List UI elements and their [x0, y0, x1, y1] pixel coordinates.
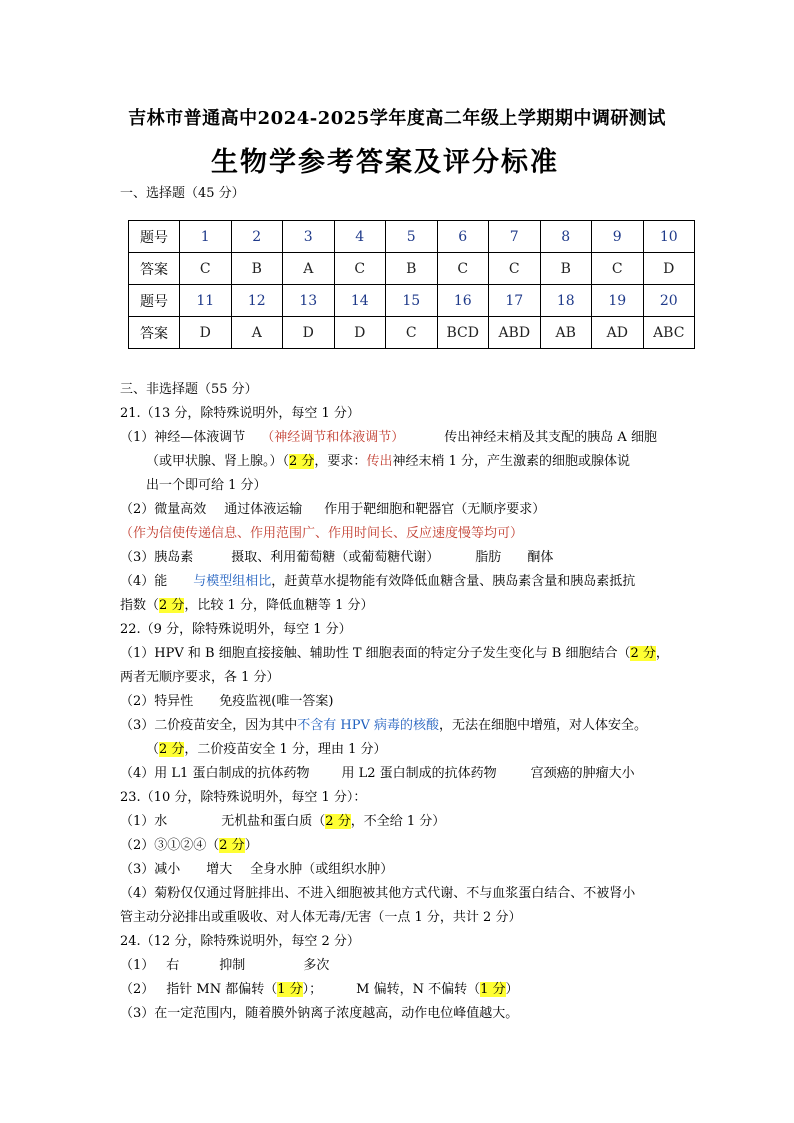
- text: （1）水: [120, 814, 168, 829]
- row-label: 答案: [129, 317, 180, 349]
- q23-line: [120, 834, 690, 858]
- text: （3）二价疫苗安全，因为其中: [120, 718, 298, 733]
- text: （: [146, 742, 160, 757]
- table-row: [129, 221, 695, 253]
- text: 指针 MN 都偏转（: [166, 982, 278, 997]
- q24-line: [120, 978, 690, 1002]
- q23-line: （4）菊粉仅仅通过肾脏排出、不进入细胞被其他方式代谢、不与血浆蛋白结合、不被肾小: [120, 886, 636, 901]
- text: ，无法在细胞中增殖，对人体安全。: [439, 718, 648, 733]
- row-label: 题号: [129, 285, 180, 317]
- text: 多次: [303, 958, 330, 973]
- text: 抑制: [219, 958, 246, 973]
- text: 神经末梢 1 分，产生激素的细胞或腺体说: [392, 454, 630, 469]
- text: 全身水肿（或组织水肿）: [250, 862, 394, 877]
- red-note: 传出: [366, 454, 393, 469]
- row-label: 答案: [129, 253, 180, 285]
- q21-line: [120, 498, 690, 522]
- q21-line: （作为信使传递信息、作用范围广、作用时间长、反应速度慢等均可）: [120, 526, 524, 541]
- table-row: [129, 253, 695, 285]
- question-number: 2: [231, 221, 283, 253]
- text: （3）减小: [120, 862, 181, 877]
- answer-cell: C: [386, 317, 438, 349]
- answer-cell: C: [180, 253, 232, 285]
- text: （2）特异性: [120, 694, 194, 709]
- text: （1）: [120, 958, 155, 973]
- answer-cell: ABD: [489, 317, 541, 349]
- q22-line: [120, 642, 690, 666]
- answer-cell: BCD: [437, 317, 489, 349]
- answer-cell: AB: [540, 317, 592, 349]
- question-number: 10: [643, 221, 695, 253]
- table-row: [129, 317, 695, 349]
- question-number: 5: [386, 221, 438, 253]
- answer-cell: B: [386, 253, 438, 285]
- text: ）；: [302, 982, 323, 997]
- answer-body: [120, 378, 690, 1026]
- q21-line: [120, 570, 690, 594]
- text: （4）用 L1 蛋白制成的抗体药物: [120, 766, 310, 781]
- question-number: 7: [489, 221, 541, 253]
- score-highlight: 2 分: [159, 598, 185, 613]
- text: （1）神经—体液调节: [120, 430, 246, 445]
- text: 右: [166, 958, 180, 973]
- text: 宫颈癌的肿瘤大小: [530, 766, 635, 781]
- text: 作用于靶细胞和靶器官（无顺序要求）: [324, 502, 546, 517]
- q22-line: [120, 690, 690, 714]
- question-number: 12: [231, 285, 283, 317]
- q21-line: [120, 426, 690, 450]
- section3-heading: 三、非选择题（55 分）: [120, 382, 258, 397]
- question-number: 11: [180, 285, 232, 317]
- q24-line: [120, 954, 690, 978]
- answer-cell: B: [231, 253, 283, 285]
- question-number: 17: [489, 285, 541, 317]
- q24-line: （3）在一定范围内，随着膜外钠离子浓度越高，动作电位峰值越大。: [120, 1006, 519, 1021]
- blue-note: 不含有 HPV 病毒的核酸: [297, 718, 440, 733]
- doc-title: 生物学参考答案及评分标准: [211, 147, 559, 178]
- answer-cell: D: [334, 317, 386, 349]
- text: ）: [505, 982, 519, 997]
- q21-heading: 21.（13 分，除特殊说明外，每空 1 分）: [120, 406, 360, 421]
- section1-heading: 一、选择题（45 分）: [120, 186, 245, 201]
- text: 增大: [206, 862, 233, 877]
- score-highlight: 2 分: [325, 814, 351, 829]
- question-number: 18: [540, 285, 592, 317]
- score-highlight: 1 分: [277, 982, 303, 997]
- answer-cell: B: [540, 253, 592, 285]
- text: （3）胰岛素: [120, 550, 194, 565]
- blue-note: 与模型组相比: [193, 574, 272, 589]
- answer-cell: C: [489, 253, 541, 285]
- question-number: 3: [283, 221, 335, 253]
- exam-title: 吉林市普通高中2024-2025学年度高二年级上学期期中调研测试: [128, 108, 666, 129]
- q23-line: [120, 810, 690, 834]
- question-number: 9: [592, 221, 644, 253]
- text: 传出神经末梢及其支配的胰岛 A 细胞: [444, 430, 657, 445]
- text: ，赶黄草水提物能有效降低血糖含量、胰岛素含量和胰岛素抵抗: [271, 574, 636, 589]
- table-row: [129, 285, 695, 317]
- q21-line: [120, 546, 690, 570]
- score-highlight: 2 分: [289, 454, 315, 469]
- text: 用 L2 蛋白制成的抗体药物: [341, 766, 497, 781]
- score-highlight: 1 分: [480, 982, 506, 997]
- question-number: 8: [540, 221, 592, 253]
- q22-line: [120, 738, 690, 762]
- q23-heading: 23.（10 分，除特殊说明外，每空 1 分）：: [120, 790, 367, 805]
- question-number: 6: [437, 221, 489, 253]
- question-number: 4: [334, 221, 386, 253]
- answer-cell: A: [231, 317, 283, 349]
- question-number: 15: [386, 285, 438, 317]
- answer-cell: ABC: [643, 317, 695, 349]
- q23-line: 管主动分泌排出或重吸收、对人体无毒/无害（一点 1 分，共计 2 分）: [120, 910, 522, 925]
- question-number: 14: [334, 285, 386, 317]
- text: ，比较 1 分，降低血糖等 1 分）: [184, 598, 374, 613]
- score-highlight: 2 分: [159, 742, 185, 757]
- score-highlight: 2 分: [219, 838, 245, 853]
- question-number: 19: [592, 285, 644, 317]
- text: 酮体: [527, 550, 554, 565]
- red-note: （神经调节和体液调节）: [261, 430, 405, 445]
- q22-line: [120, 714, 690, 738]
- text: ）: [244, 838, 258, 853]
- text: （1）HPV 和 B 细胞直接接触、辅助性 T 细胞表面的特定分子发生变化与 B 细胞结合（: [120, 646, 631, 661]
- answer-cell: C: [437, 253, 489, 285]
- question-number: 16: [437, 285, 489, 317]
- text: 无机盐和蛋白质（: [221, 814, 326, 829]
- answer-cell: D: [180, 317, 232, 349]
- q22-line: [120, 762, 690, 786]
- text: （2）微量高效: [120, 502, 207, 517]
- score-highlight: 2 分: [630, 646, 656, 661]
- answer-cell: C: [334, 253, 386, 285]
- q22-line: 两者无顺序要求，各 1 分）: [120, 670, 280, 685]
- answer-cell: D: [643, 253, 695, 285]
- question-number: 20: [643, 285, 695, 317]
- q23-line: [120, 858, 690, 882]
- question-number: 13: [283, 285, 335, 317]
- text: 指数（: [120, 598, 160, 613]
- text: 免疫监视(唯一答案): [219, 694, 334, 709]
- q24-heading: 24.（12 分，除特殊说明外，每空 2 分）: [120, 934, 360, 949]
- text: ，不全给 1 分）: [350, 814, 446, 829]
- row-label: 题号: [129, 221, 180, 253]
- q21-line: 出一个即可给 1 分）: [146, 478, 267, 493]
- q22-heading: 22.（9 分，除特殊说明外，每空 1 分）: [120, 622, 352, 637]
- text: （2）③①②④（: [120, 838, 220, 853]
- answer-cell: D: [283, 317, 335, 349]
- text: （4）能: [120, 574, 168, 589]
- text: M 偏转，N 不偏转（: [356, 982, 481, 997]
- q21-line: [120, 594, 690, 618]
- answer-cell: AD: [592, 317, 644, 349]
- answer-cell: C: [592, 253, 644, 285]
- text: 摄取、利用葡萄糖（或葡萄糖代谢）: [231, 550, 440, 565]
- text: （2）: [120, 982, 155, 997]
- text: ，: [655, 646, 669, 661]
- text: 通过体液运输: [224, 502, 303, 517]
- text: ，要求：: [314, 454, 367, 469]
- text: （或甲状腺、肾上腺。）（: [146, 454, 290, 469]
- text: ，二价疫苗安全 1 分，理由 1 分）: [184, 742, 387, 757]
- question-number: 1: [180, 221, 232, 253]
- answer-table: [128, 220, 695, 349]
- answer-cell: A: [283, 253, 335, 285]
- q21-line: [120, 450, 690, 474]
- text: 脂肪: [475, 550, 502, 565]
